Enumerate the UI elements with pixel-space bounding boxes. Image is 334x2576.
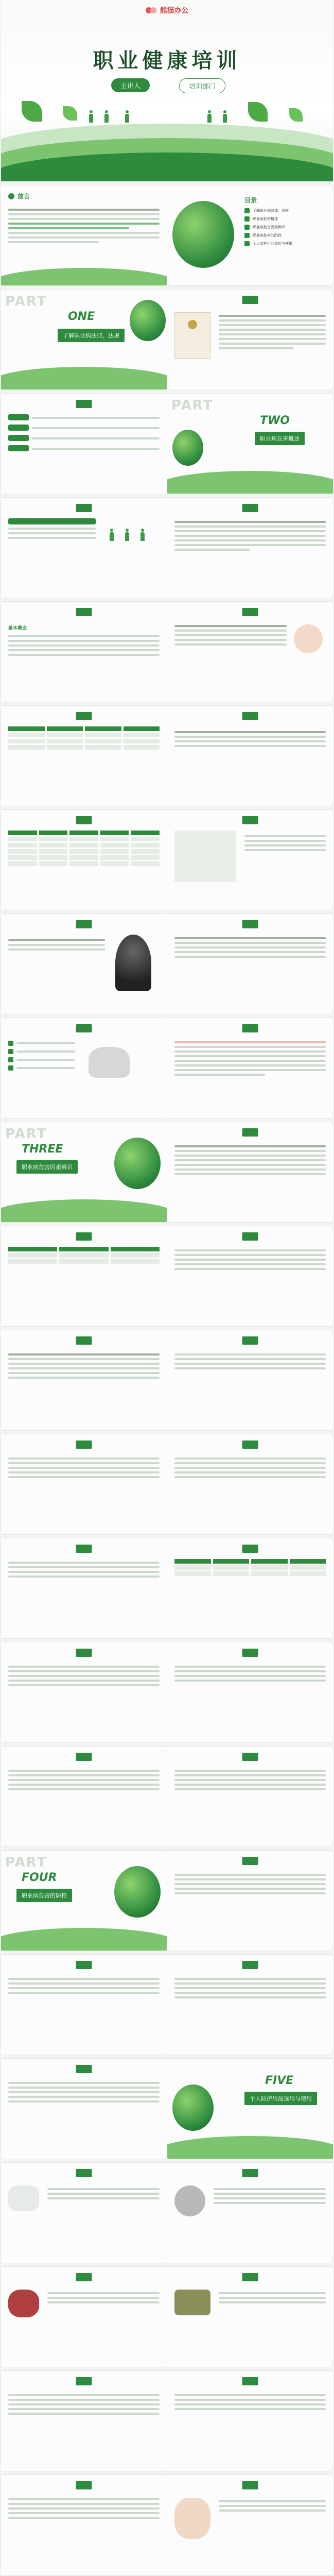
content-slide <box>167 914 333 1014</box>
slide-heading-bar <box>242 2481 258 2489</box>
glove-image <box>174 2290 210 2315</box>
part-title: 职业病危害的防控 <box>16 1889 72 1902</box>
content-slide <box>167 1226 333 1326</box>
worker-image <box>294 624 323 653</box>
law-detail-slide <box>1 394 167 494</box>
toc-item-2[interactable]: 职业病危害概述 <box>253 217 278 221</box>
bullet-icon <box>8 193 14 199</box>
green-heart-graphic <box>114 1866 161 1918</box>
definition-slide <box>1 602 167 702</box>
ppe-slide <box>1 2163 167 2263</box>
content-slide <box>167 1642 333 1742</box>
slide-heading-bar <box>242 1232 258 1241</box>
part-number: FIVE <box>265 2074 294 2087</box>
slide-heading-bar <box>242 1857 258 1865</box>
slide-heading-bar <box>242 712 258 720</box>
part-label: PART <box>5 294 47 309</box>
content-slide <box>1 1955 167 2055</box>
slide-heading-bar <box>76 400 92 408</box>
part-title: 职业病危害因素辨识 <box>16 1160 78 1174</box>
slide-row <box>0 290 334 389</box>
content-slide <box>167 1434 333 1534</box>
toc-heading: 目录 <box>244 197 257 204</box>
slide-heading-bar <box>242 504 258 512</box>
worker-figure <box>207 110 212 123</box>
part-number: FOUR <box>22 1871 57 1884</box>
content-slide <box>167 706 333 806</box>
cover-title: 职业健康培训 <box>93 49 241 73</box>
green-heart-graphic <box>172 201 234 268</box>
content-slide <box>1 914 167 1014</box>
slide-row <box>0 2267 334 2367</box>
part-number: THREE <box>22 1143 63 1156</box>
slide-row <box>0 394 334 494</box>
slide-heading-bar <box>242 920 258 928</box>
toc-item-5[interactable]: 个人防护用品选用与使用 <box>253 242 292 246</box>
slide-row <box>0 914 334 1014</box>
data-table <box>8 831 160 868</box>
slide-row <box>0 1226 334 1326</box>
slide-heading-bar <box>242 2169 258 2177</box>
foreword-slide <box>1 185 167 285</box>
table-slide <box>1 1226 167 1326</box>
slide-row <box>0 1642 334 1742</box>
slide-row <box>0 1955 334 2055</box>
content-slide <box>1 1538 167 1638</box>
slide-row <box>0 602 334 702</box>
part-number: ONE <box>68 310 95 323</box>
brand-name: 熊猫办公 <box>160 7 189 15</box>
worker-figure <box>125 110 130 123</box>
green-heart-graphic <box>114 1138 161 1189</box>
green-heart-graphic <box>130 300 166 341</box>
dust-image <box>89 1047 130 1078</box>
worker-figure <box>140 529 145 541</box>
slide-heading-bar <box>76 1649 92 1657</box>
content-slide <box>167 1955 333 2055</box>
content-slide <box>1 2475 167 2575</box>
wave-decoration <box>1 1928 167 1951</box>
slide-row <box>0 2163 334 2263</box>
slide-heading-bar <box>76 712 92 720</box>
worker-figure <box>109 529 114 541</box>
content-slide <box>1 1330 167 1430</box>
slide-row <box>0 2475 334 2575</box>
toc-item-1[interactable]: 了解职业病法律、法规 <box>253 209 289 213</box>
green-heart-graphic <box>172 430 203 466</box>
reaper-image <box>115 935 151 991</box>
slide-heading-bar <box>76 816 92 824</box>
slide-heading-bar <box>242 1753 258 1761</box>
emblem-icon <box>188 320 197 329</box>
slide-row <box>0 1538 334 1638</box>
definition-heading: 基本概念 <box>8 626 27 631</box>
content-slide <box>167 1747 333 1846</box>
worker-figure <box>89 110 94 123</box>
slide-heading-bar <box>76 2065 92 2073</box>
brand-icon <box>146 7 157 13</box>
foreword-heading: 前言 <box>17 193 30 200</box>
slide-heading-bar <box>242 1336 258 1345</box>
slide-heading-bar <box>242 1545 258 1553</box>
wave-decoration <box>167 471 333 494</box>
presenter-pill: 主讲人 <box>111 78 150 92</box>
slide-heading-bar <box>76 1336 92 1345</box>
ppe-slide <box>167 2475 333 2575</box>
slide-row <box>0 2371 334 2471</box>
slide-heading-bar <box>76 1024 92 1032</box>
worker-figure <box>222 110 227 123</box>
content-slide <box>167 498 333 598</box>
toc-item-3[interactable]: 职业病危害因素辨识 <box>253 225 285 229</box>
wave-decoration <box>167 2136 333 2159</box>
wave-decoration <box>1 1199 167 1222</box>
slide-heading-bar <box>76 504 92 512</box>
content-slide <box>167 2371 333 2471</box>
part-title: 个人防护用品选用与使用 <box>244 2092 317 2105</box>
slide-heading-bar <box>242 2377 258 2385</box>
content-slide <box>1 1018 167 1118</box>
part-two-slide <box>167 394 333 494</box>
slide-heading-bar <box>242 1024 258 1032</box>
slide-heading-bar <box>242 1961 258 1969</box>
slide-row <box>0 1434 334 1534</box>
worker-figure <box>125 529 130 541</box>
slide-row <box>0 810 334 910</box>
slide-row <box>0 1747 334 1846</box>
slide-heading-bar <box>242 608 258 616</box>
person-with-mask-image <box>174 2498 210 2539</box>
toc-item-4[interactable]: 职业病危害的防控 <box>253 233 282 238</box>
table-slide <box>1 810 167 910</box>
slide-heading-bar <box>76 2481 92 2489</box>
slide-heading-bar <box>242 1440 258 1449</box>
respirator-image <box>174 2185 205 2216</box>
wave-decoration <box>1 268 167 285</box>
content-slide <box>1 498 167 598</box>
tree-icon <box>63 106 77 121</box>
table-slide <box>1 706 167 806</box>
ppe-slide <box>167 2163 333 2263</box>
slide-heading-bar <box>242 296 258 304</box>
content-slide <box>167 1122 333 1222</box>
content-slide <box>1 2371 167 2471</box>
part-label: PART <box>5 1126 47 1142</box>
tree-icon <box>248 102 268 122</box>
tree-icon <box>289 108 303 122</box>
slide-row <box>0 185 334 285</box>
content-slide <box>167 1851 333 1951</box>
content-slide <box>167 602 333 702</box>
worker-figure <box>104 110 109 123</box>
slide-heading-bar <box>76 1753 92 1761</box>
toc-slide <box>167 185 333 285</box>
part-three-slide <box>1 1122 167 1222</box>
slide-heading-bar <box>76 2273 92 2281</box>
slide-heading-bar <box>242 2273 258 2281</box>
law-slide <box>167 290 333 389</box>
office-image <box>174 831 236 882</box>
content-slide <box>1 1642 167 1742</box>
slide-heading-bar <box>76 920 92 928</box>
slide-heading-bar <box>76 1545 92 1553</box>
slide-heading-bar <box>76 608 92 616</box>
slide-heading-bar <box>76 1961 92 1969</box>
mask-image <box>8 2185 39 2211</box>
slide-row <box>0 2059 334 2159</box>
ppe-slide <box>167 2267 333 2367</box>
slide-row <box>0 1122 334 1222</box>
content-slide <box>167 810 333 910</box>
slide-row <box>0 498 334 598</box>
cover-slide <box>1 0 333 181</box>
part-one-slide <box>1 290 167 389</box>
slide-heading-bar <box>242 1649 258 1657</box>
part-four-slide <box>1 1851 167 1951</box>
table-slide <box>167 1538 333 1638</box>
slide-heading-bar <box>76 2169 92 2177</box>
slide-row <box>0 706 334 806</box>
content-slide <box>1 2059 167 2159</box>
wave-decoration <box>1 367 167 389</box>
law-book-image <box>174 312 210 359</box>
part-number: TWO <box>260 414 290 427</box>
brand-logo <box>146 5 189 15</box>
slide-heading-bar <box>242 1128 258 1137</box>
part-title: 职业病危害概述 <box>255 432 305 445</box>
slide-heading-bar <box>242 816 258 824</box>
content-slide <box>167 1018 333 1118</box>
data-table <box>8 726 160 751</box>
slide-row <box>0 1851 334 1951</box>
part-label: PART <box>5 1855 47 1870</box>
slide-heading-bar <box>76 1232 92 1241</box>
content-slide <box>167 1330 333 1430</box>
tree-icon <box>22 101 42 122</box>
part-title: 了解职业病法律、法规 <box>58 329 125 342</box>
slide-heading-bar <box>76 2377 92 2385</box>
slide-row <box>0 1018 334 1118</box>
ppe-slide <box>1 2267 167 2367</box>
earmuff-image <box>8 2290 39 2317</box>
content-slide <box>1 1434 167 1534</box>
green-heart-graphic <box>172 2084 214 2131</box>
slide-heading-bar <box>76 1440 92 1449</box>
part-label: PART <box>171 398 214 413</box>
slide-row <box>0 1330 334 1430</box>
part-five-slide <box>167 2059 333 2159</box>
content-slide <box>1 1747 167 1846</box>
unit-pill: 培训部门 <box>179 78 225 93</box>
